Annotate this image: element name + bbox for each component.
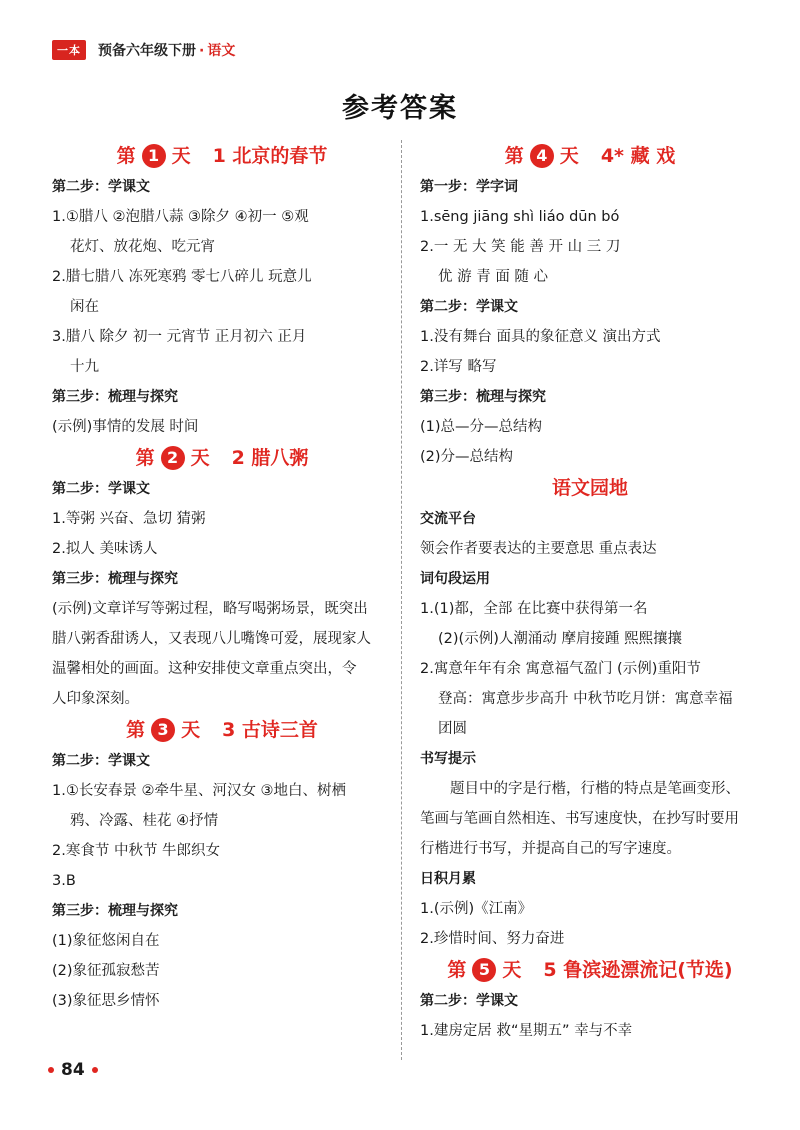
- answer-line: 1.建房定居 救“星期五” 幸与不幸: [420, 1023, 633, 1039]
- answer-line: 温馨相处的画面。这种安排使文章重点突出，令: [52, 661, 357, 677]
- lesson-title: 2 腊八粥: [231, 447, 309, 469]
- answer-line: (1)象征悠闲自在: [52, 933, 160, 949]
- step-heading: 第二步：学课文: [420, 993, 518, 1009]
- answer-line: 2.腊七腊八 冻死寒鸦 零七八碎儿 玩意儿: [52, 269, 312, 285]
- step-heading: 交流平台: [420, 511, 476, 527]
- answer-line: (2)分—总结构: [420, 449, 514, 465]
- title-separator: ·: [199, 43, 205, 59]
- step-heading: 第三步：梳理与探究: [52, 389, 178, 405]
- day-prefix: 第: [135, 447, 155, 469]
- step-heading: 第二步：学课文: [52, 481, 150, 497]
- dot-decoration: [92, 1067, 98, 1073]
- answer-line: 十九: [70, 359, 99, 375]
- step-heading: 第二步：学课文: [52, 179, 150, 195]
- answer-line: 2.寓意年年有余 寓意福气盈门 (示例)重阳节: [420, 661, 701, 677]
- answer-line: 2.寒食节 中秋节 牛郎织女: [52, 843, 221, 859]
- page-header: [52, 40, 235, 60]
- page-number-text: 84: [61, 1060, 85, 1080]
- day-suffix: 天: [181, 719, 201, 741]
- left-column: [52, 140, 392, 1016]
- day-suffix: 天: [190, 447, 210, 469]
- day-number-badge: 2: [161, 446, 185, 470]
- answer-line: 团圆: [438, 721, 467, 737]
- day5-heading: [420, 954, 760, 986]
- answer-line: 花灯、放花炮、吃元宵: [70, 239, 215, 255]
- step-heading: 第二步：学课文: [420, 299, 518, 315]
- subject-label: 语文: [207, 43, 236, 59]
- page-number: [48, 1060, 98, 1080]
- day-number-badge: 5: [472, 958, 496, 982]
- answer-line: 领会作者要表达的主要意思 重点表达: [420, 541, 657, 557]
- right-column: [420, 140, 760, 1046]
- day-number-badge: 1: [142, 144, 166, 168]
- step-heading: 第二步：学课文: [52, 753, 150, 769]
- answer-line: 人印象深刻。: [52, 691, 139, 707]
- answer-line: 笔画与笔画自然相连、书写速度快，在抄写时要用: [420, 811, 739, 827]
- answer-line: (示例)文章详写等粥过程，略写喝粥场景，既突出: [52, 601, 368, 617]
- day1-heading: [52, 140, 392, 172]
- answer-line: 2.详写 略写: [420, 359, 497, 375]
- answer-line: 1.sēng jiāng shì liáo dūn bó: [420, 209, 620, 225]
- page-title: 参考答案: [342, 93, 458, 124]
- answer-line: 2.一 无 大 笑 能 善 开 山 三 刀: [420, 239, 621, 255]
- answer-line: 优 游 青 面 随 心: [438, 269, 549, 285]
- answer-line: (2)象征孤寂愁苦: [52, 963, 160, 979]
- answer-line: 3.B: [52, 873, 76, 889]
- lesson-title: 4* 藏 戏: [600, 145, 676, 167]
- day-prefix: 第: [116, 145, 136, 167]
- day2-heading: [52, 442, 392, 474]
- step-heading: 日积月累: [420, 871, 476, 887]
- dot-decoration: [48, 1067, 54, 1073]
- answer-line: 1.等粥 兴奋、急切 猜粥: [52, 511, 206, 527]
- answer-line: (3)象征思乡情怀: [52, 993, 160, 1009]
- answer-line: (2)(示例)人潮涌动 摩肩接踵 熙熙攘攘: [438, 631, 683, 647]
- answer-line: 行楷进行书写，并提高自己的写字速度。: [420, 841, 681, 857]
- answer-line: (示例)事情的发展 时间: [52, 419, 199, 435]
- step-heading: 第三步：梳理与探究: [420, 389, 546, 405]
- lesson-title: 3 古诗三首: [222, 719, 318, 741]
- answer-line: 题目中的字是行楷，行楷的特点是笔画变形、: [450, 781, 740, 797]
- day4-heading: [420, 140, 760, 172]
- answer-line: 1.(1)都，全部 在比赛中获得第一名: [420, 601, 648, 617]
- day-prefix: 第: [126, 719, 146, 741]
- day3-heading: [52, 714, 392, 746]
- answer-line: 3.腊八 除夕 初一 元宵节 正月初六 正月: [52, 329, 307, 345]
- brand-logo: 一本: [52, 40, 86, 60]
- day-prefix: 第: [447, 959, 467, 981]
- answer-line: 1.①长安春景 ②牵牛星、河汉女 ③地白、树栖: [52, 783, 347, 799]
- day-suffix: 天: [171, 145, 191, 167]
- book-title: [98, 40, 235, 60]
- day-prefix: 第: [504, 145, 524, 167]
- lesson-title: 5 鲁滨逊漂流记(节选): [543, 959, 733, 981]
- answer-line: 闲在: [70, 299, 99, 315]
- answer-line: (1)总—分—总结构: [420, 419, 543, 435]
- day-suffix: 天: [559, 145, 579, 167]
- answer-line: 鸦、冷露、桂花 ④抒情: [70, 813, 219, 829]
- step-heading: 词句段运用: [420, 571, 490, 587]
- step-heading: 书写提示: [420, 751, 476, 767]
- step-heading: 第三步：梳理与探究: [52, 571, 178, 587]
- answer-line: 2.珍惜时间、努力奋进: [420, 931, 565, 947]
- step-heading: 第一步：学字词: [420, 179, 518, 195]
- column-divider: [401, 140, 402, 1060]
- garden-heading: 语文园地: [551, 477, 628, 499]
- day-number-badge: 4: [530, 144, 554, 168]
- step-heading: 第三步：梳理与探究: [52, 903, 178, 919]
- lesson-title: 1 北京的春节: [212, 145, 328, 167]
- answer-line: 1.没有舞台 面具的象征意义 演出方式: [420, 329, 661, 345]
- answer-line: 1.(示例)《江南》: [420, 901, 533, 917]
- answer-line: 2.拟人 美味诱人: [52, 541, 158, 557]
- answer-line: 登高：寓意步步高升 中秋节吃月饼：寓意幸福: [438, 691, 733, 707]
- day-suffix: 天: [502, 959, 522, 981]
- book-name: 预备六年级下册: [98, 43, 196, 59]
- answer-line: 腊八粥香甜诱人，又表现八儿嘴馋可爱，展现家人: [52, 631, 371, 647]
- day-number-badge: 3: [151, 718, 175, 742]
- answer-line: 1.①腊八 ②泡腊八蒜 ③除夕 ④初一 ⑤观: [52, 209, 309, 225]
